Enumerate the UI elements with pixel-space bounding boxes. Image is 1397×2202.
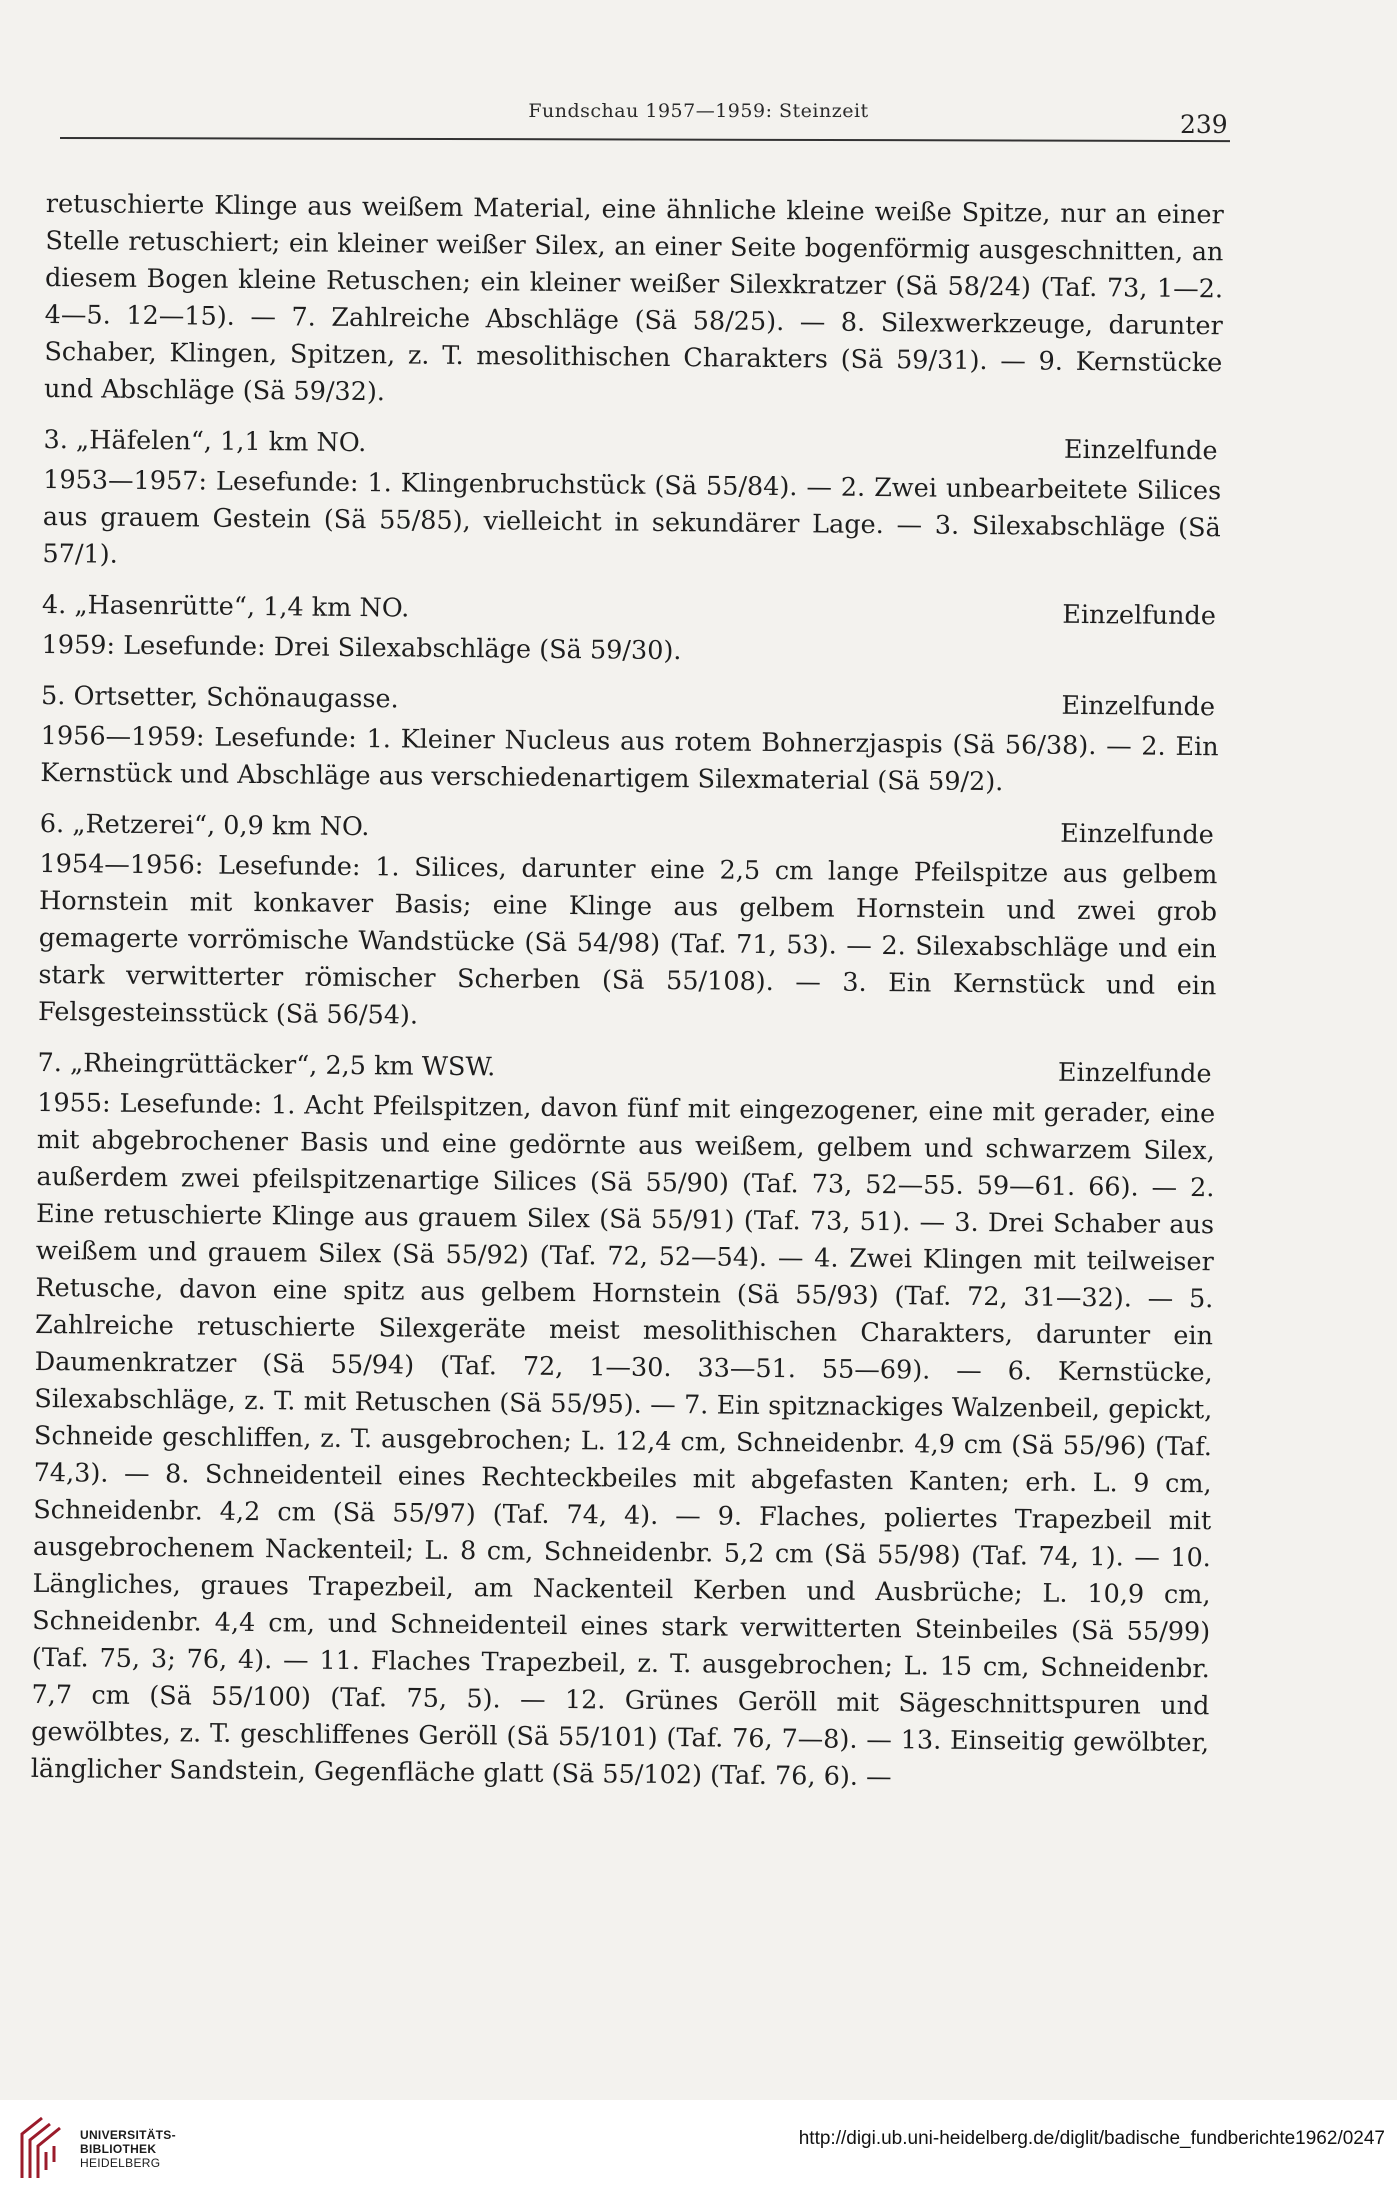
library-logo-icon: [16, 2112, 68, 2184]
entry-heading: 4. „Hasenrütte“, 1,4 km NO.: [41, 589, 410, 624]
entry-tag: Einzelfunde: [1060, 818, 1214, 851]
entry-heading: 6. „Retzerei“, 0,9 km NO.: [39, 808, 370, 843]
library-name: [80, 2128, 176, 2170]
entry-heading: 5. Ortsetter, Schönaugasse.: [40, 680, 399, 715]
library-name-line: HEIDELBERG: [80, 2156, 161, 2170]
entry-rheingruettaecker: [31, 1045, 1216, 1799]
running-title: Fundschau 1957—1959: Steinzeit: [528, 100, 869, 122]
source-url-link[interactable]: http://digi.ub.uni-heidelberg.de/diglit/badische_fundberichte1962/0247: [798, 2128, 1385, 2149]
entry-text: 1959: Lesefunde: Drei Silexabschläge (Sä 59/30).: [41, 629, 682, 667]
entry-tag: Einzelfunde: [1063, 434, 1218, 467]
body-text: [31, 186, 1224, 1799]
entry-retzerei: [38, 806, 1218, 1042]
entry-heading: 3. „Häfelen“, 1,1 km NO.: [43, 424, 367, 459]
entry-ortsetter: [40, 678, 1219, 803]
intro-paragraph: retuschierte Klinge aus weißem Material, eine ähnliche kleine weiße Spitze, nur an einer Stelle retuschiert; ein kleiner weißer Silex, an einer Seite bogenförmig ausgeschnitten, an diesem Bogen kleine Retuschen; ein kleiner weißer Silexkratzer (Sä 58/24) (Taf. 73, 1—2. 4—5. 12—15). — 7. Zahlreiche Abschläge (Sä 58/25). — 8. Silexwerkzeuge, darunter Schaber, Klingen, Spitzen, z. T. mesolithischen Charakters (Sä 59/31). — 9. Kernstücke und Abschläge (Sä 59/32).: [43, 188, 1224, 408]
entry-text: 1954—1956: Lesefunde: 1. Silices, darunter eine 2,5 cm lange Pfeilspitze aus gelbem Hornstein mit konkaver Basis; eine Klinge aus gelbem Hornstein und zwei grob gemagerte vorrömische Wandstücke (Sä 54/98) (Taf. 71, 53). — 2. Silexabschläge und ein stark verwitterter römischer Scherben (Sä 55/108). — 3. Ein Kernstück und ein Felsgesteinsstück (Sä 56/54).: [37, 848, 1218, 1031]
entry-tag: Einzelfunde: [1057, 1057, 1212, 1090]
entry-text: 1956—1959: Lesefunde: 1. Kleiner Nucleus aus rotem Bohnerzjaspis (Sä 56/38). — 2. Ein Kernstück und Abschläge aus verschiedenartigem Silexmaterial (Sä 59/2).: [40, 720, 1219, 798]
page-number: 239: [1180, 110, 1228, 139]
entry-tag: Einzelfunde: [1061, 690, 1216, 723]
library-name-line: BIBLIOTHEK: [80, 2142, 157, 2156]
entry-text: 1953—1957: Lesefunde: 1. Klingenbruchstück (Sä 55/84). — 2. Zwei unbearbeitete Silices aus grauem Gestein (Sä 55/85), vielleicht in sekundärer Lage. — 3. Silexabschläge (Sä 57/1).: [42, 464, 1222, 570]
entry-hasenruette: [41, 587, 1220, 675]
footer-bar: [0, 2100, 1397, 2202]
entry-tag: Einzelfunde: [1062, 599, 1217, 632]
header-rule: [60, 137, 1230, 142]
entry-heading: 7. „Rheingrüttäcker“, 2,5 km WSW.: [37, 1047, 496, 1083]
entry-text: 1955: Lesefunde: 1. Acht Pfeilspitzen, davon fünf mit eingezogener, eine mit gerader, eine mit abgebrochener Basis und eine gedörnte aus weißem, gelbem und schwarzem Silex, außerdem zwei pfeilspitzenartige Silices (Sä 55/90) (Taf. 73, 52—55. 59—61. 66). — 2. Eine retuschierte Klinge aus grauem Silex (Sä 55/91) (Taf. 73, 51). — 3. Drei Schaber aus weißem und grauem Silex (Sä 55/92) (Taf. 72, 52—54). — 4. Zwei Klingen mit teilweiser Retusche, davon eine spitz aus gelbem Hornstein (Sä 55/93) (Taf. 72, 31—32). — 5. Zahlreiche retuschierte Silexgeräte meist mesolithischen Charakters, darunter ein Daumenkratzer (Sä 55/94) (Taf. 72, 1—30. 33—51. 55—69). — 6. Kernstücke, Silexabschläge, z. T. mit Retuschen (Sä 55/95). — 7. Ein spitznackiges Walzenbeil, gepickt, Schneide geschliffen, z. T. ausgebrochen; L. 12,4 cm, Schneidenbr. 4,9 cm (Sä 55/96) (Taf. 74,3). — 8. Schneidenteil eines Rechteckbeiles mit abgefasten Kanten; erh. L. 9 cm, Schneidenbr. 4,2 cm (Sä 55/97) (Taf. 74, 4). — 9. Flaches, poliertes Trapezbeil mit ausgebrochenem Nackenteil; L. 8 cm, Schneidenbr. 5,2 cm (Sä 55/98) (Taf. 74, 1). — 10. Längliches, graues Trapezbeil, am Nackenteil Kerben und Ausbrüche; L. 10,9 cm, Schneidenbr. 4,4 cm, und Schneidenteil eines stark verwitterten Steinbeiles (Sä 55/99) (Taf. 75, 3; 76, 4). — 11. Flaches Trapezbeil, z. T. ausgebrochen; L. 15 cm, Schneidenbr. 7,7 cm (Sä 55/100) (Taf. 75, 5). — 12. Grünes Geröll mit Sägeschnittspuren und gewölbtes, z. T. geschliffenes Geröll (Sä 55/101) (Taf. 76, 7—8). — 13. Einseitig gewölbter, länglicher Sandstein, Gegenfläche glatt (Sä 55/102) (Taf. 76, 6). —: [30, 1087, 1216, 1793]
library-name-line: UNIVERSITÄTS-: [80, 2128, 176, 2142]
entry-haefelen: [42, 422, 1221, 584]
